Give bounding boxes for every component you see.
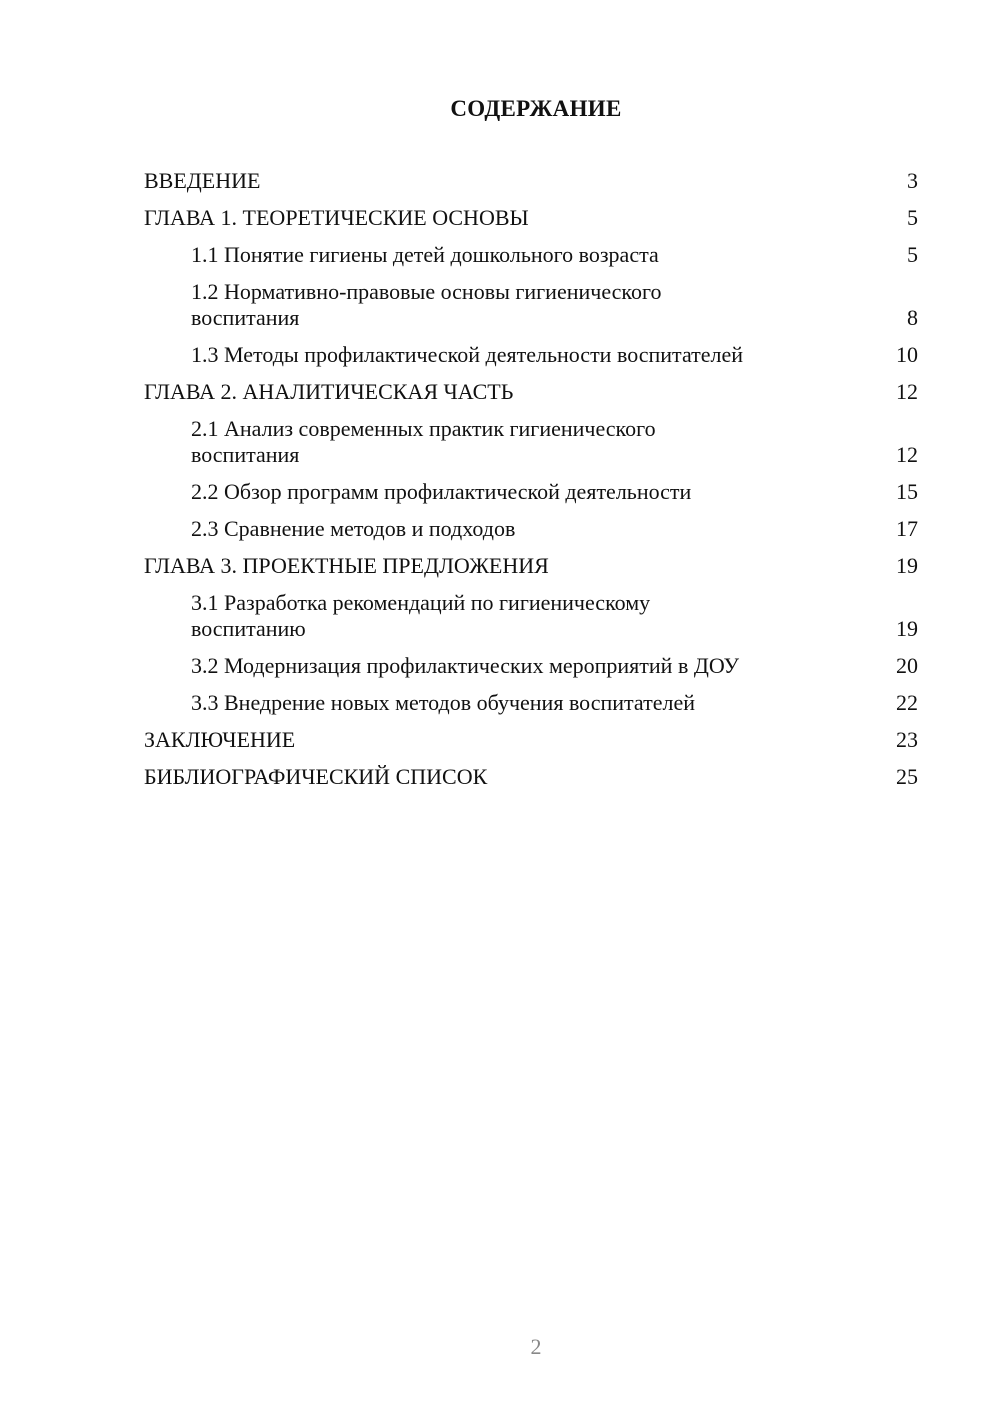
toc-entry-chapter-2[interactable] bbox=[144, 379, 918, 405]
table-of-contents bbox=[144, 168, 918, 801]
toc-entry-text: ГЛАВА 2. АНАЛИТИЧЕСКАЯ ЧАСТЬ bbox=[144, 379, 514, 404]
toc-entry-page: 17 bbox=[896, 516, 918, 541]
toc-entry-text: ЗАКЛЮЧЕНИЕ bbox=[144, 727, 296, 752]
toc-entry-section-1-1[interactable] bbox=[144, 242, 918, 268]
toc-entry-text: БИБЛИОГРАФИЧЕСКИЙ СПИСОК bbox=[144, 764, 488, 789]
toc-entry-section-1-2[interactable] bbox=[144, 279, 918, 331]
toc-entry-page: 19 bbox=[896, 616, 918, 641]
toc-entry-page: 15 bbox=[896, 479, 918, 504]
toc-entry-chapter-3[interactable] bbox=[144, 553, 918, 579]
toc-entry-text: 1.1 Понятие гигиены детей дошкольного возраста bbox=[191, 242, 659, 267]
toc-entry-page: 5 bbox=[907, 205, 918, 230]
toc-entry-page: 12 bbox=[896, 442, 918, 467]
page-number: 2 bbox=[530, 1334, 542, 1359]
toc-entry-page: 3 bbox=[907, 168, 918, 193]
toc-entry-section-3-1[interactable] bbox=[144, 590, 918, 642]
toc-entry-page: 20 bbox=[896, 653, 918, 678]
toc-entry-page: 22 bbox=[896, 690, 918, 715]
toc-entry-page: 23 bbox=[896, 727, 918, 752]
toc-entry-text: 2.3 Сравнение методов и подходов bbox=[191, 516, 516, 541]
toc-entry-section-3-3[interactable] bbox=[144, 690, 918, 716]
toc-entry-text: 1.3 Методы профилактической деятельности воспитателей bbox=[191, 342, 744, 367]
toc-entry-section-3-2[interactable] bbox=[144, 653, 918, 679]
toc-entry-page: 12 bbox=[896, 379, 918, 404]
toc-entry-conclusion[interactable] bbox=[144, 727, 918, 753]
toc-title: СОДЕРЖАНИЕ bbox=[450, 96, 622, 121]
toc-entry-text: ГЛАВА 1. ТЕОРЕТИЧЕСКИЕ ОСНОВЫ bbox=[144, 205, 529, 230]
toc-entry-text: ВВЕДЕНИЕ bbox=[144, 168, 261, 193]
toc-entry-bibliography[interactable] bbox=[144, 764, 918, 790]
toc-entry-section-1-3[interactable] bbox=[144, 342, 918, 368]
toc-entry-page: 8 bbox=[907, 305, 918, 330]
toc-entry-text: 3.1 Разработка рекомендаций по гигиеническому воспитанию bbox=[191, 590, 651, 641]
toc-entry-page: 19 bbox=[896, 553, 918, 578]
toc-entry-section-2-1[interactable] bbox=[144, 416, 918, 468]
toc-entry-text: ГЛАВА 3. ПРОЕКТНЫЕ ПРЕДЛОЖЕНИЯ bbox=[144, 553, 549, 578]
toc-entry-page: 10 bbox=[896, 342, 918, 367]
toc-entry-page: 5 bbox=[907, 242, 918, 267]
toc-entry-text: 1.2 Нормативно-правовые основы гигиенического воспитания bbox=[191, 279, 662, 330]
toc-entry-text: 3.3 Внедрение новых методов обучения воспитателей bbox=[191, 690, 696, 715]
toc-entry-chapter-1[interactable] bbox=[144, 205, 918, 231]
toc-entry-text: 2.1 Анализ современных практик гигиенического воспитания bbox=[191, 416, 656, 467]
toc-entry-page: 25 bbox=[896, 764, 918, 789]
toc-entry-text: 2.2 Обзор программ профилактической деятельности bbox=[191, 479, 692, 504]
toc-entry-section-2-3[interactable] bbox=[144, 516, 918, 542]
toc-entry-introduction[interactable] bbox=[144, 168, 918, 194]
toc-entry-section-2-2[interactable] bbox=[144, 479, 918, 505]
toc-entry-text: 3.2 Модернизация профилактических мероприятий в ДОУ bbox=[191, 653, 740, 678]
